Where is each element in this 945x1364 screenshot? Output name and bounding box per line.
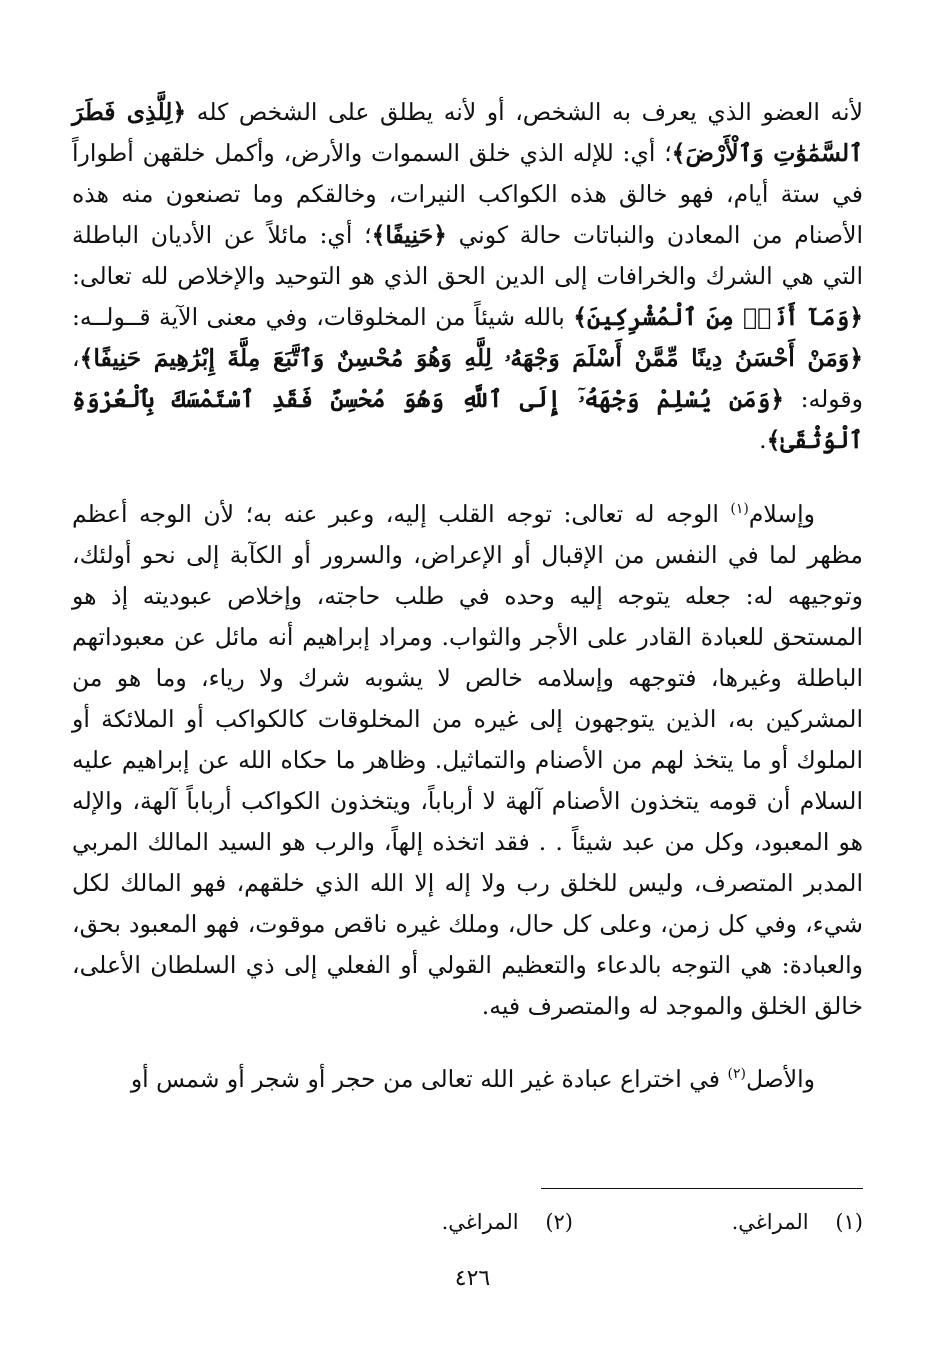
body-text: ؛ أي: مائلاً عن الأديان الباطلة التي هي الشرك والخرافات إلى الدين الحق الذي هو التوحيد والإخلاص لله تعالى:	[72, 221, 863, 290]
page-body	[72, 92, 863, 1364]
paragraph-2	[72, 494, 863, 1027]
body-text: وإسلام	[748, 500, 815, 528]
quran-quote: ﴿لِلَّذِى فَطَرَ ٱلسَّمَٰوَٰتِ وَٱلْأَرْضَ﴾	[72, 98, 863, 167]
footnote-1-number: (١)	[835, 1210, 863, 1234]
paragraph-1	[72, 92, 863, 461]
footnote-2-number: (٢)	[545, 1210, 573, 1234]
footnote-reference: (١)	[730, 501, 749, 518]
paragraph-3	[72, 1059, 863, 1100]
footnote-2-text: المراغي.	[441, 1210, 519, 1234]
body-text: في اختراع عبادة غير الله تعالى من حجر أو شجر أو شمس أو	[130, 1065, 728, 1093]
body-text: الوجه له تعالى: توجه القلب إليه، وعبر عنه به؛ لأن الوجه أعظم مظهر لما في النفس من الإقبال أو الإعراض، والسرور أو الكآبة إلى نحو أولئك، وتوجيهه له: جعله يتوجه إليه وحده في طلب حاجته، وإخلاص عبوديته إذ هو المستحق للعبادة القادر على الأجر والثواب. ومراد إبراهيم أنه مائل عن معبوداتهم الباطلة وغيرها، فتوجهه وإسلامه خالص لا يشوبه شرك ولا رياء، وما هو من المشركين به، الذين يتوجهون إلى غيره من المخلوقات كالكواكب أو الملائكة أو الملوك أو ما يتخذ لهم من الأصنام والتماثيل. وظاهر ما حكاه الله عن إبراهيم عليه السلام أن قومه يتخذون الأصنام آلهة لا أرباباً، ويتخذون الكواكب أرباباً آلهة، والإله هو المعبود، وكل من عبد شيئاً . . فقد اتخذه إلهاً، والرب هو السيد المالك المربي المدبر المتصرف، وليس للخلق رب ولا إله إلا الله الذي خلقهم، فهو المالك لكل شيء، وفي كل زمن، وعلى كل حال، وملك غيره ناقص موقوت، فهو المعبود بحق، والعبادة: هي التوجه بالدعاء والتعظيم القولي أو الفعلي إلى ذي السلطان الأعلى، خالق الخلق والموجد له والمتصرف فيه.	[72, 500, 863, 1020]
footnote-reference: (٢)	[727, 1066, 746, 1083]
footnote-1-text: المراغي.	[731, 1210, 809, 1234]
body-text: ؛ أي: للإله الذي خلق السموات والأرض، وأكمل خلقهن أطواراً في ستة أيام، فهو خالق هذه الكواكب النيرات، وخالقكم وما تصنعون منه هذه الأصنام من المعادن والنباتات حالة كوني	[72, 139, 863, 249]
body-text: ، وقوله:	[72, 344, 863, 413]
body-text: .	[759, 426, 767, 454]
quran-quote: ﴿حَنِيفًا﴾	[371, 221, 447, 249]
quran-quote: ﴿وَمَن يُسْلِمْ وَجْهَهُۥٓ إِلَى ٱللَّهِ وَهُوَ مُحْسِنٌ فَقَدِ ٱسْتَمْسَكَ بِٱلْعُرْوَةِ ٱلْوُثْقَىٰ﴾	[72, 385, 863, 454]
footnote-separator	[541, 1188, 863, 1189]
footnote-2	[442, 1206, 573, 1238]
quran-quote: ﴿وَمَآ أَنَا۠ مِنَ ٱلْمُشْرِكِينَ﴾	[573, 303, 863, 331]
page-number: ٤٢٦	[454, 1266, 491, 1291]
footnote-1	[732, 1206, 863, 1238]
body-text: والأصل	[745, 1065, 815, 1093]
quran-quote: ﴿وَمَنْ أَحْسَنُ دِينًا مِّمَّنْ أَسْلَمَ وَجْهَهُۥ لِلَّهِ وَهُوَ مُحْسِنٌ وَٱتَّبَعَ مِلَّةَ إِبْرَٰهِيمَ حَنِيفًا﴾	[79, 344, 863, 372]
body-text: لأنه العضو الذي يعرف به الشخص، أو لأنه يطلق على الشخص كله	[186, 98, 863, 126]
body-text: بالله شيئاً من المخلوقات، وفي معنى الآية قــولــه:	[72, 303, 574, 331]
